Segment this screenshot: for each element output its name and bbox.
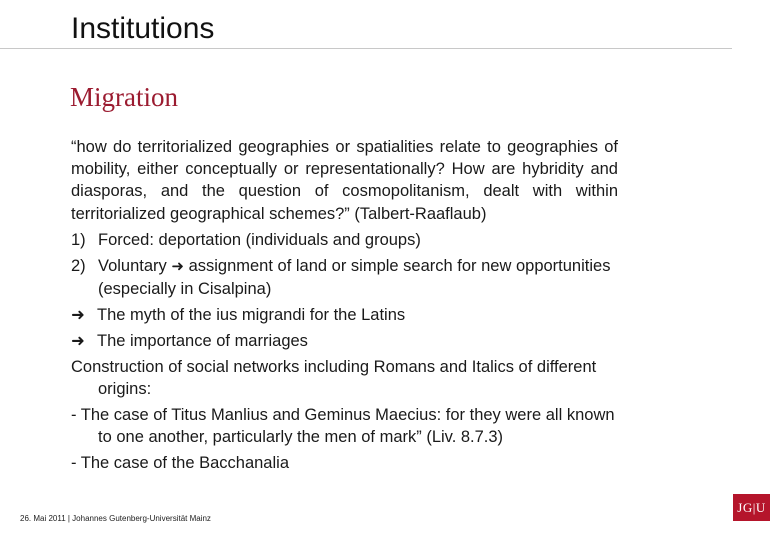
list-item-text: Voluntary [98,256,167,275]
case-bacchanalia-paragraph: - The case of the Bacchanalia [71,453,289,472]
right-arrow-icon: ➜ [171,257,184,275]
quote-paragraph: “how do territorialized geographies or spatialities relate to geographies of mobility, either conceptually or representationally? How are hybridity and diasporas, and the question of cosmopolitanism, dealt with within territorialized geographical schemes?” (Talbert-Raaflaub) [71,138,618,223]
slide-body [71,136,618,478]
footer-text: 26. Mai 2011 | Johannes Gutenberg-Universität Mainz [20,514,211,523]
list-number: 2) [71,256,86,275]
slide-subtitle: Migration [70,82,178,112]
case-text-cont: known to one another, particularly the men of mark” (Liv. 8.7.3) [98,405,615,446]
arrow-point-text: The importance of marriages [97,331,308,350]
case-text: - The case of Titus Manlius and Geminus Maecius: for they were all [71,405,563,424]
networks-text-cont: different origins: [98,357,597,398]
right-arrow-icon: ➜ [71,331,85,350]
list-item-text: Forced: deportation (individuals and groups) [98,230,421,249]
title-divider [0,48,732,49]
slide-title: Institutions [71,12,215,45]
networks-text: Construction of social networks including Romans and Italics of [71,357,533,376]
university-logo: JG|U [733,494,770,521]
networks-paragraph [71,356,618,400]
arrow-point-text: The myth of the ius migrandi for the Latins [97,305,406,324]
list-item-text: assignment of land or simple search for new opportunities (especially in Cisalpina) [98,256,611,298]
list-item-forced [71,229,618,251]
list-item-voluntary [71,255,618,300]
case-manlius-paragraph [71,404,618,448]
arrow-point-marriages [71,330,618,352]
right-arrow-icon: ➜ [71,305,85,324]
arrow-point-ius-migrandi [71,304,618,326]
list-number: 1) [71,230,86,249]
